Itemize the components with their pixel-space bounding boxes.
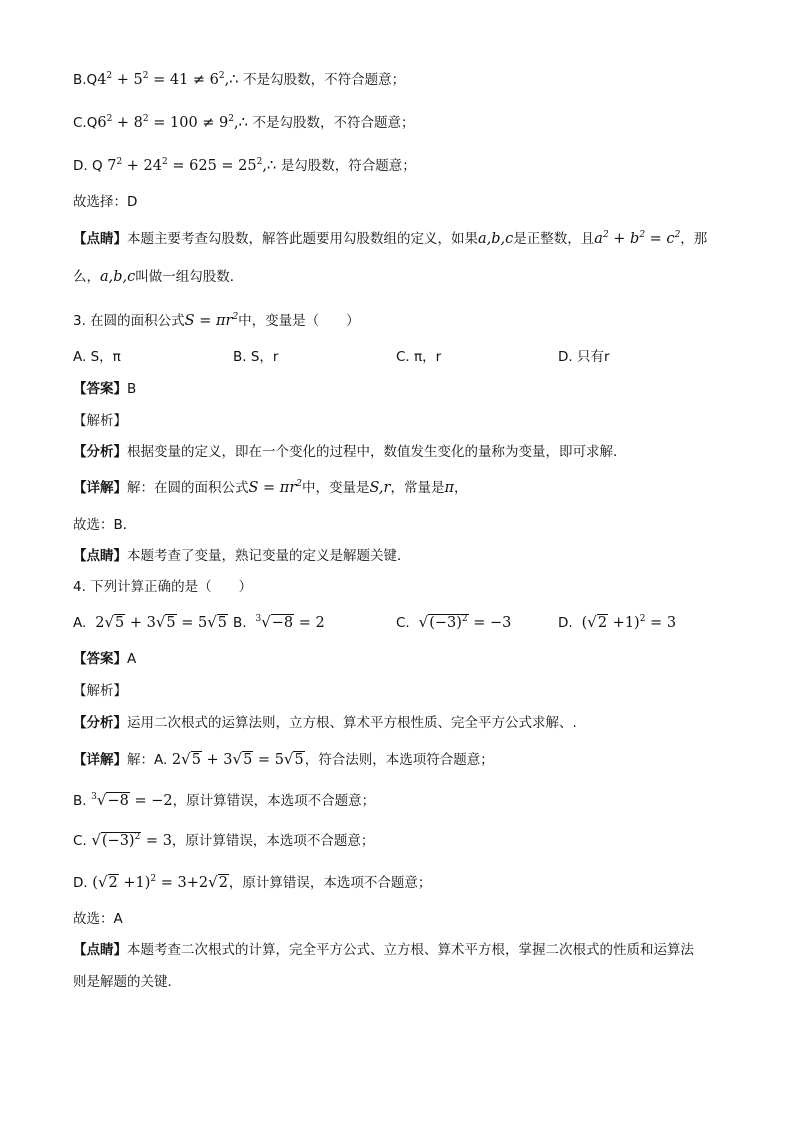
detail-text: 解：在圆的面积公式 bbox=[127, 480, 249, 496]
q3-fenxi bbox=[73, 442, 627, 462]
q2-comment-line2 bbox=[73, 267, 243, 287]
answer-tag: 【答案】 bbox=[73, 381, 127, 397]
q3-option-b: B. S，r bbox=[233, 349, 279, 365]
detail-text: ，原计算错误，本选项不合题意； bbox=[172, 793, 376, 809]
math-expression: $(√2 +1)^2 = 3+2√2$ bbox=[87, 873, 228, 891]
detail-prefix: D. bbox=[73, 875, 88, 891]
q2-option-d-line bbox=[73, 156, 416, 176]
q4-comment-line1 bbox=[73, 940, 694, 960]
q4-option-a: A. 2√5 + 3√5 = 5√5 bbox=[73, 613, 228, 631]
q2-option-c-line bbox=[73, 113, 414, 133]
q4-option-b: B. $^3$√−8 = 2 bbox=[233, 613, 325, 631]
option-prefix: C.Q bbox=[73, 115, 98, 131]
stem-text: 3. 在圆的面积公式 bbox=[73, 313, 185, 329]
q2-comment-line1 bbox=[73, 229, 707, 249]
comment-tag: 【点睛】 bbox=[73, 548, 127, 564]
math-expression: $7^2 + 24^2 = 625$ = $25^2,\therefore$ bbox=[102, 157, 281, 174]
math-area-formula: $S = \pi r^2$ bbox=[248, 479, 302, 496]
fenxi-tag: 【分析】 bbox=[73, 444, 127, 460]
math-expression: $4^2 + 5^2 = 41$ ≠ $6^2,\therefore$ bbox=[97, 71, 244, 88]
detail-text: ，符合法则，本选项符合题意； bbox=[304, 752, 494, 768]
detail-tag: 【详解】 bbox=[73, 480, 127, 496]
answer-value: B bbox=[127, 381, 137, 397]
comment-text: 是正整数，且 bbox=[513, 231, 595, 247]
q3-detail bbox=[73, 478, 468, 498]
fenxi-tag: 【分析】 bbox=[73, 715, 127, 731]
comment-text: 本题主要考查勾股数，解答此题要用勾股数组的定义，如果 bbox=[127, 231, 478, 247]
option-prefix: D. Q bbox=[73, 158, 103, 174]
math-const: π bbox=[444, 480, 454, 496]
answer-value: A bbox=[127, 651, 137, 667]
option-label: C. bbox=[396, 615, 410, 631]
q4-choice: 故选：A bbox=[73, 911, 123, 927]
detail-text: 中，变量是 bbox=[302, 480, 370, 496]
detail-text: ， bbox=[454, 480, 468, 496]
math-expression: $√(-3)^2 = 3$ bbox=[91, 831, 172, 849]
math-expression: 2√5 + 3√5 = 5√5 bbox=[167, 750, 304, 768]
detail-prefix: 解：A. bbox=[127, 752, 168, 768]
math-pythagoras: $a^2 + b^2 = c^2$ bbox=[594, 230, 681, 247]
q4-detail-a bbox=[73, 749, 494, 770]
fenxi-text: 根据变量的定义，即在一个变化的过程中，数值发生变化的量称为变量，即可求解． bbox=[127, 444, 627, 460]
q3-option-c: C. π，r bbox=[396, 349, 442, 365]
q3-stem bbox=[73, 311, 360, 331]
q4-option-d: D. $(√2 +1)^2 = 3$ bbox=[558, 613, 677, 631]
q4-answer bbox=[73, 649, 136, 669]
q4-detail-b bbox=[73, 790, 375, 811]
math-expression: $6^2 + 8^2 = 100$ ≠ $9^2,\therefore$ bbox=[97, 114, 253, 131]
q4-detail-d bbox=[73, 872, 431, 893]
math-expression: $^3$√−8 = −2 bbox=[91, 791, 173, 809]
comment-text: ，那 bbox=[680, 231, 708, 247]
q3-answer bbox=[73, 379, 136, 399]
option-label: B. bbox=[233, 615, 247, 631]
q2-choice: 故选择：D bbox=[73, 194, 138, 210]
stem-text: 中，变量是（ ） bbox=[238, 313, 360, 329]
option-text: 是勾股数，符合题意； bbox=[280, 158, 416, 174]
q4-analysis-tag: 【解析】 bbox=[73, 683, 127, 699]
detail-text: ，原计算错误，本选项不合题意； bbox=[171, 833, 375, 849]
detail-text: ，原计算错误，本选项不合题意； bbox=[228, 875, 432, 891]
q3-analysis-tag: 【解析】 bbox=[73, 413, 127, 429]
comment-text: 叫做一组勾股数． bbox=[135, 269, 244, 285]
math-area-formula: $S = \pi r^2$ bbox=[184, 312, 239, 329]
option-label: A. bbox=[73, 615, 87, 631]
q4-detail-c bbox=[73, 830, 374, 851]
detail-prefix: B. bbox=[73, 793, 87, 809]
answer-tag: 【答案】 bbox=[73, 651, 127, 667]
option-label: D. bbox=[558, 615, 573, 631]
q3-choice: 故选：B． bbox=[73, 517, 137, 533]
q2-option-b-line bbox=[73, 70, 405, 90]
detail-prefix: C. bbox=[73, 833, 87, 849]
detail-tag: 【详解】 bbox=[73, 752, 127, 768]
q4-option-c: C. $√(-3)^2 = -3$ bbox=[396, 613, 512, 631]
option-prefix: B.Q bbox=[73, 72, 98, 88]
q4-stem: 4. 下列计算正确的是（ ） bbox=[73, 579, 253, 595]
q4-fenxi bbox=[73, 713, 577, 733]
comment-text: 么， bbox=[73, 269, 100, 285]
q3-comment bbox=[73, 546, 411, 566]
math-abc: a,b,c bbox=[478, 231, 514, 247]
option-text: 不是勾股数，不符合题意； bbox=[243, 72, 406, 88]
q3-option-a: A. S，π bbox=[73, 349, 121, 365]
comment-text: 本题考查了变量，熟记变量的定义是解题关键． bbox=[127, 548, 411, 564]
fenxi-text: 运用二次根式的运算法则，立方根、算术平方根性质、完全平方公式求解、. bbox=[127, 715, 577, 731]
comment-tag: 【点睛】 bbox=[73, 231, 127, 247]
q4-options bbox=[73, 612, 723, 636]
q4-comment-line2: 则是解题的关键． bbox=[73, 974, 181, 990]
q3-option-d: D. 只有r bbox=[558, 349, 610, 365]
math-vars: S,r bbox=[369, 480, 391, 496]
option-text: 不是勾股数，不符合题意； bbox=[252, 115, 415, 131]
detail-text: ，常量是 bbox=[390, 480, 445, 496]
comment-text: 本题考查二次根式的计算，完全平方公式、立方根、算术平方根，掌握二次根式的性质和运算法 bbox=[127, 942, 694, 958]
math-abc: a,b,c bbox=[100, 269, 136, 285]
comment-tag: 【点睛】 bbox=[73, 942, 127, 958]
